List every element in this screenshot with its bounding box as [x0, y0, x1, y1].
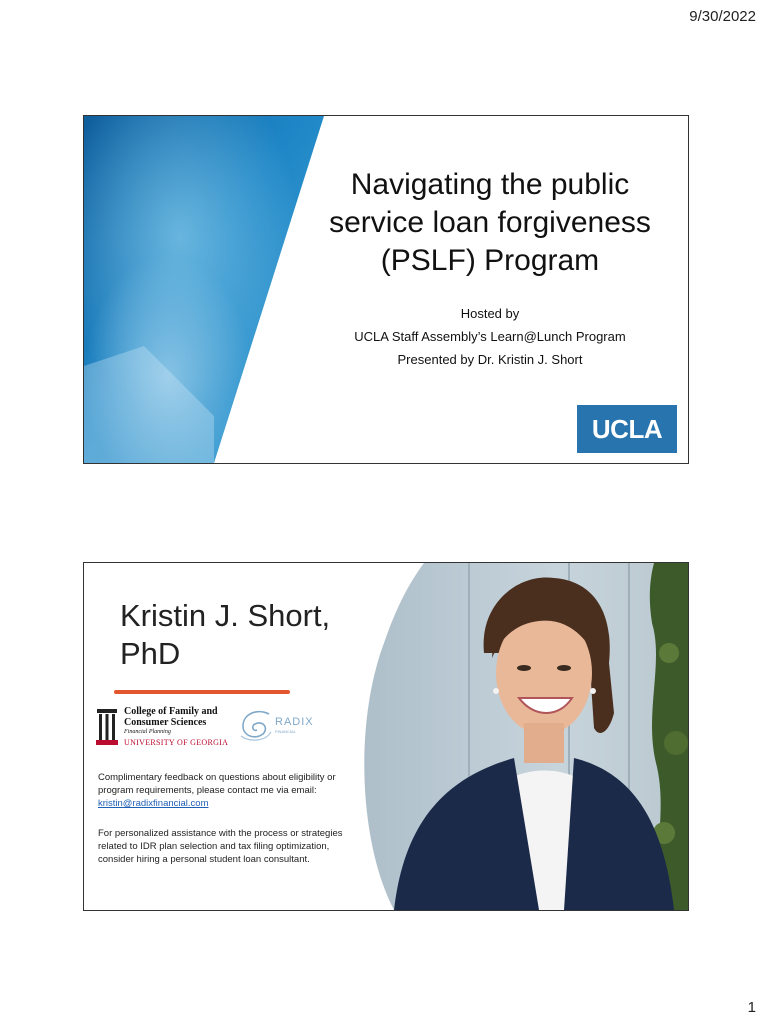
consultant-paragraph: For personalized assistance with the process or strategies related to IDR plan selection and tax filing optimization, consider hiring a personal student loan consultant.	[98, 828, 343, 865]
contact-text: Complimentary feedback on questions about eligibility or program requirements, please contact me via email:	[98, 772, 336, 796]
name-line-2: PhD	[120, 636, 181, 671]
slide-title-text	[310, 166, 670, 280]
uga-line-2: Consumer Sciences	[124, 717, 207, 728]
contact-paragraph	[98, 771, 353, 810]
uga-line-1: College of Family and	[124, 706, 218, 717]
presenter-photo	[364, 563, 688, 910]
slide-presenter	[83, 562, 689, 911]
hosted-by: Hosted by	[460, 306, 520, 321]
uga-tagline: Financial Planning	[124, 729, 171, 735]
program-name: UCLA Staff Assembly’s Learn@Lunch Program	[354, 329, 626, 344]
uga-university: UNIVERSITY OF GEORGIA	[124, 738, 229, 747]
page-number: 1	[747, 999, 756, 1016]
radix-logo	[239, 704, 329, 744]
presenter: Presented by Dr. Kristin J. Short	[397, 352, 583, 367]
accent-line	[114, 690, 290, 694]
presenter-name	[120, 597, 330, 673]
title-line-2: service loan forgiveness	[329, 206, 651, 239]
radix-name: RADIX	[275, 716, 314, 728]
title-line-3: (PSLF) Program	[380, 244, 600, 277]
title-line-1: Navigating the public	[350, 168, 630, 201]
name-line-1: Kristin J. Short,	[120, 598, 331, 633]
radix-swirl-icon	[239, 706, 273, 742]
slide-title	[83, 115, 689, 464]
radix-sub: FINANCIAL	[275, 729, 296, 734]
watercolor-background	[84, 116, 334, 463]
uga-college-name	[124, 706, 218, 728]
email-link[interactable]: kristin@radixfinancial.com	[98, 798, 209, 809]
uga-logo	[96, 703, 231, 751]
print-date: 9/30/2022	[689, 8, 756, 25]
ucla-logo: UCLA	[577, 405, 677, 453]
uga-arch-icon	[96, 707, 118, 745]
